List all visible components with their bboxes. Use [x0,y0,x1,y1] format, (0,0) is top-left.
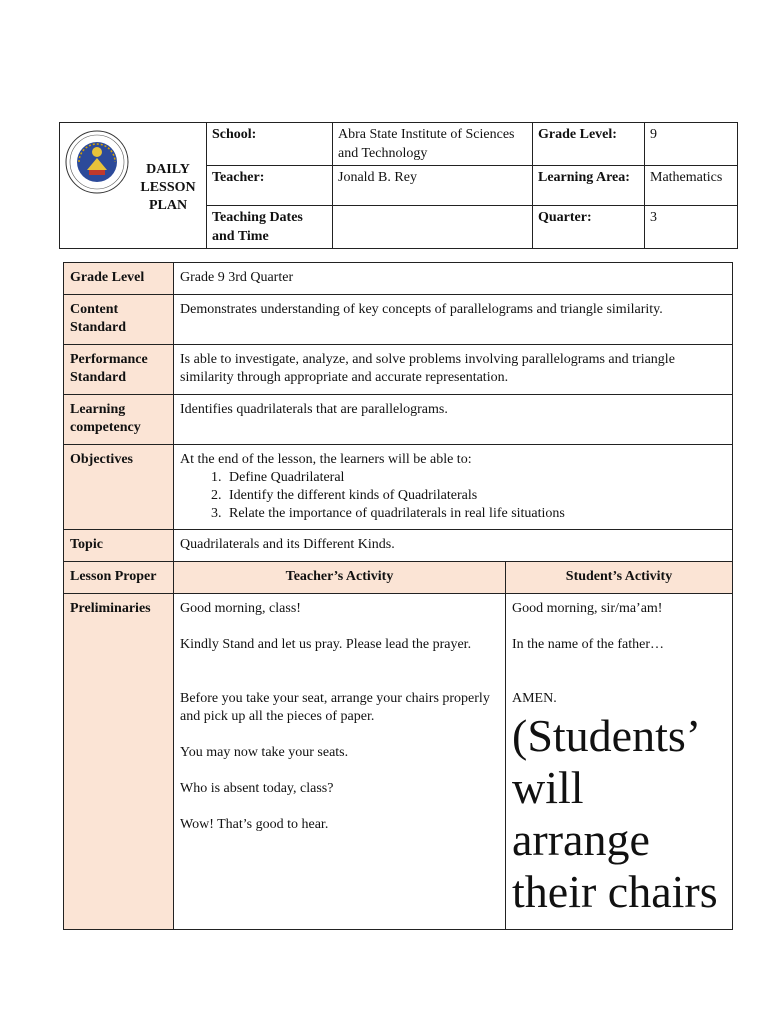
student-line: In the name of the father… [512,637,664,652]
table-row [64,530,733,562]
learning-area-value: Mathematics [645,166,738,206]
lesson-plan-table [63,262,733,930]
list-item: 1. Define Quadrilateral [225,469,726,487]
learning-area-label: Learning Area: [533,166,645,206]
grade-level-row-label: Grade Level [64,263,174,295]
table-row [64,562,733,594]
school-label: School: [207,123,333,166]
table-row [64,295,733,345]
content-standard-label: Content Standard [64,295,174,345]
teacher-line: Kindly Stand and let us pray. Please lead the prayer. [180,637,472,652]
student-line: AMEN. [512,691,557,706]
performance-standard-value: Is able to investigate, analyze, and solve problems involving parallelograms and triangle similarity through appropriate and accurate representation. [174,345,733,395]
teacher-line: Good morning, class! [180,601,301,616]
header-table [59,122,738,249]
quarter-value: 3 [645,206,738,249]
grade-level-label: Grade Level: [533,123,645,166]
objectives-intro: At the end of the lesson, the learners will be able to: [180,452,472,467]
content-standard-value: Demonstrates understanding of key concepts of parallelograms and triangle similarity. [174,295,733,345]
teacher-activity-heading: Teacher’s Activity [174,562,506,594]
table-row [64,445,733,530]
teacher-line: Wow! That’s good to hear. [180,817,329,832]
table-row [64,395,733,445]
deped-seal-icon [65,130,129,194]
table-row [64,594,733,930]
topic-label: Topic [64,530,174,562]
teaching-dates-value [333,206,533,249]
learning-competency-label: Learning competency [64,395,174,445]
teacher-activity-cell [174,594,506,930]
performance-standard-label: Performance Standard [64,345,174,395]
student-note: (Students’ will arrange their chairs [512,710,718,917]
logo-cell [60,123,207,249]
student-activity-cell [506,594,733,930]
lesson-proper-label: Lesson Proper [64,562,174,594]
list-item: 2. Identify the different kinds of Quadrilaterals [225,487,726,505]
teacher-value: Jonald B. Rey [333,166,533,206]
objectives-cell [174,445,733,530]
student-activity-heading: Student’s Activity [506,562,733,594]
grade-level-value: 9 [645,123,738,166]
teacher-line: Who is absent today, class? [180,781,334,796]
teacher-line: You may now take your seats. [180,745,349,760]
objectives-label: Objectives [64,445,174,530]
preliminaries-label: Preliminaries [64,594,174,930]
teacher-line: Before you take your seat, arrange your chairs properly and pick up all the pieces of paper. [180,691,490,724]
list-item: 3. Relate the importance of quadrilaterals in real life situations [225,505,726,523]
student-line: Good morning, sir/ma’am! [512,601,663,616]
topic-value: Quadrilaterals and its Different Kinds. [174,530,733,562]
table-row [64,345,733,395]
table-row [64,263,733,295]
teacher-label: Teacher: [207,166,333,206]
school-value: Abra State Institute of Sciences and Technology [333,123,533,166]
quarter-label: Quarter: [533,206,645,249]
objectives-list [180,469,726,523]
grade-level-row-value: Grade 9 3rd Quarter [174,263,733,295]
daily-lesson-plan-title: DAILY LESSON PLAN [140,162,196,213]
teaching-dates-label: Teaching Dates and Time [207,206,333,249]
learning-competency-value: Identifies quadrilaterals that are parallelograms. [174,395,733,445]
